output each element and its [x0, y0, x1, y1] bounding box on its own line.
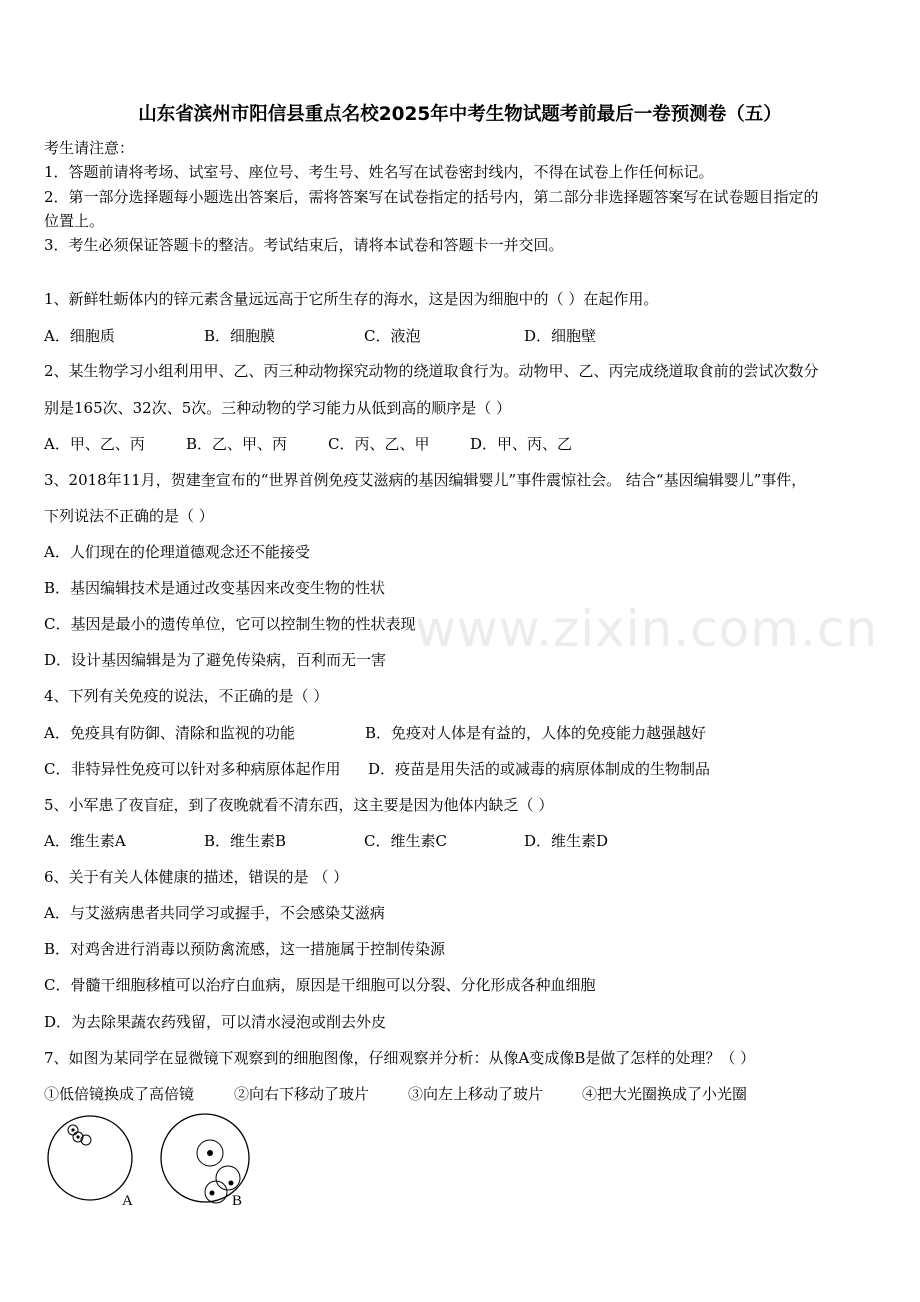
option-b: B．维生素B — [204, 832, 287, 850]
question-stem: 别是165次、32次、5次。三种动物的学习能力从低到高的顺序是（ ） — [44, 399, 512, 417]
cell-b — [205, 1181, 227, 1203]
option-b: B．细胞膜 — [204, 327, 276, 345]
option-c: C．维生素C — [364, 832, 447, 850]
option-c: C．骨髓干细胞移植可以治疗白血病，原因是干细胞可以分裂、分化形成各种血细胞 — [44, 976, 596, 994]
question-stem: 3、2018年11月，贺建奎宣布的“世界首例免疫艾滋病的基因编辑婴儿”事件震惊社会。 结合“基因编辑婴儿”事件， — [44, 471, 807, 489]
notice-item: 2．第一部分选择题每小题选出答案后，需将答案写在试卷指定的括号内，第二部分非选择题答案写在试卷题目指定的 — [44, 188, 819, 206]
microscope-figure — [40, 1108, 260, 1212]
option-b: B．对鸡舍进行消毒以预防禽流感，这一措施属于控制传染源 — [44, 940, 446, 958]
notice-item: 3．考生必须保证答题卡的整洁。考试结束后，请将本试卷和答题卡一并交回。 — [44, 236, 564, 254]
label-a: A — [122, 1193, 133, 1209]
question-stem: 下列说法不正确的是（ ） — [44, 507, 214, 525]
notice-item: 1．答题前请将考场、试室号、座位号、考生号、姓名写在试卷密封线内，不得在试卷上作任何标记。 — [44, 163, 714, 181]
question-stem: 7、如图为某同学在显微镜下观察到的细胞图像，仔细观察并分析：从像A变成像B是做了怎样的处理？（ ） — [44, 1049, 756, 1067]
question-stem: 2、某生物学习小组利用甲、乙、丙三种动物探究动物的绕道取食行为。动物甲、乙、丙完成绕道取食前的尝试次数分 — [44, 362, 819, 380]
option-c: C．丙、乙、甲 — [328, 435, 430, 453]
notice-item: 位置上。 — [44, 212, 105, 230]
choice-4: ④把大光圈换成了小光圈 — [582, 1085, 748, 1103]
cell-b — [216, 1166, 240, 1190]
option-a: A．免疫具有防御、清除和监视的功能 — [44, 724, 295, 742]
option-b: B．基因编辑技术是通过改变基因来改变生物的性状 — [44, 579, 386, 597]
nucleus-a — [71, 1128, 74, 1131]
page-title: 山东省滨州市阳信县重点名校2025年中考生物试题考前最后一卷预测卷（五） — [138, 104, 782, 125]
option-b: B．免疫对人体是有益的，人体的免疫能力越强越好 — [365, 724, 707, 742]
option-a: A．细胞质 — [44, 327, 115, 345]
question-stem: 5、小军患了夜盲症，到了夜晚就看不清东西，这主要是因为他体内缺乏（ ） — [44, 796, 554, 814]
option-d: D．设计基因编辑是为了避免传染病，百利而无一害 — [44, 651, 387, 669]
nucleus-a — [76, 1135, 79, 1138]
notice-heading: 考生请注意： — [44, 139, 135, 157]
choice-1: ①低倍镜换成了高倍镜 — [44, 1085, 195, 1103]
option-d: D．疫苗是用失活的或减毒的病原体制成的生物制品 — [368, 760, 711, 778]
option-d: D．维生素D — [524, 832, 609, 850]
option-a: A．与艾滋病患者共同学习或握手，不会感染艾滋病 — [44, 904, 385, 922]
option-a: A．人们现在的伦理道德观念还不能接受 — [44, 543, 310, 561]
option-a: A．甲、乙、丙 — [44, 435, 145, 453]
option-d: D．为去除果蔬农药残留，可以清水浸泡或削去外皮 — [44, 1013, 387, 1031]
nucleus-b — [207, 1150, 213, 1156]
question-stem: 4、下列有关免疫的说法，不正确的是（ ） — [44, 687, 329, 705]
watermark: www.zixin.com.cn — [415, 600, 879, 658]
option-d: D．甲、丙、乙 — [470, 435, 573, 453]
option-c: C．非特异性免疫可以针对多种病原体起作用 — [44, 760, 341, 778]
field-of-view-a — [48, 1116, 132, 1200]
option-c: C．液泡 — [364, 327, 421, 345]
nucleus-b — [210, 1191, 215, 1196]
question-stem: 1、新鲜牡蛎体内的锌元素含量远远高于它所生存的海水，这是因为细胞中的（ ）在起作用。 — [44, 290, 659, 308]
choice-3: ③向左上移动了玻片 — [408, 1085, 544, 1103]
option-c: C．基因是最小的遗传单位，它可以控制生物的性状表现 — [44, 615, 416, 633]
question-stem: 6、关于有关人体健康的描述，错误的是 （ ） — [44, 868, 349, 886]
option-d: D．细胞壁 — [524, 327, 597, 345]
option-b: B．乙、甲、丙 — [186, 435, 288, 453]
label-b: B — [232, 1193, 243, 1209]
option-a: A．维生素A — [44, 832, 126, 850]
choice-2: ②向右下移动了玻片 — [234, 1085, 370, 1103]
nucleus-b — [229, 1181, 234, 1186]
